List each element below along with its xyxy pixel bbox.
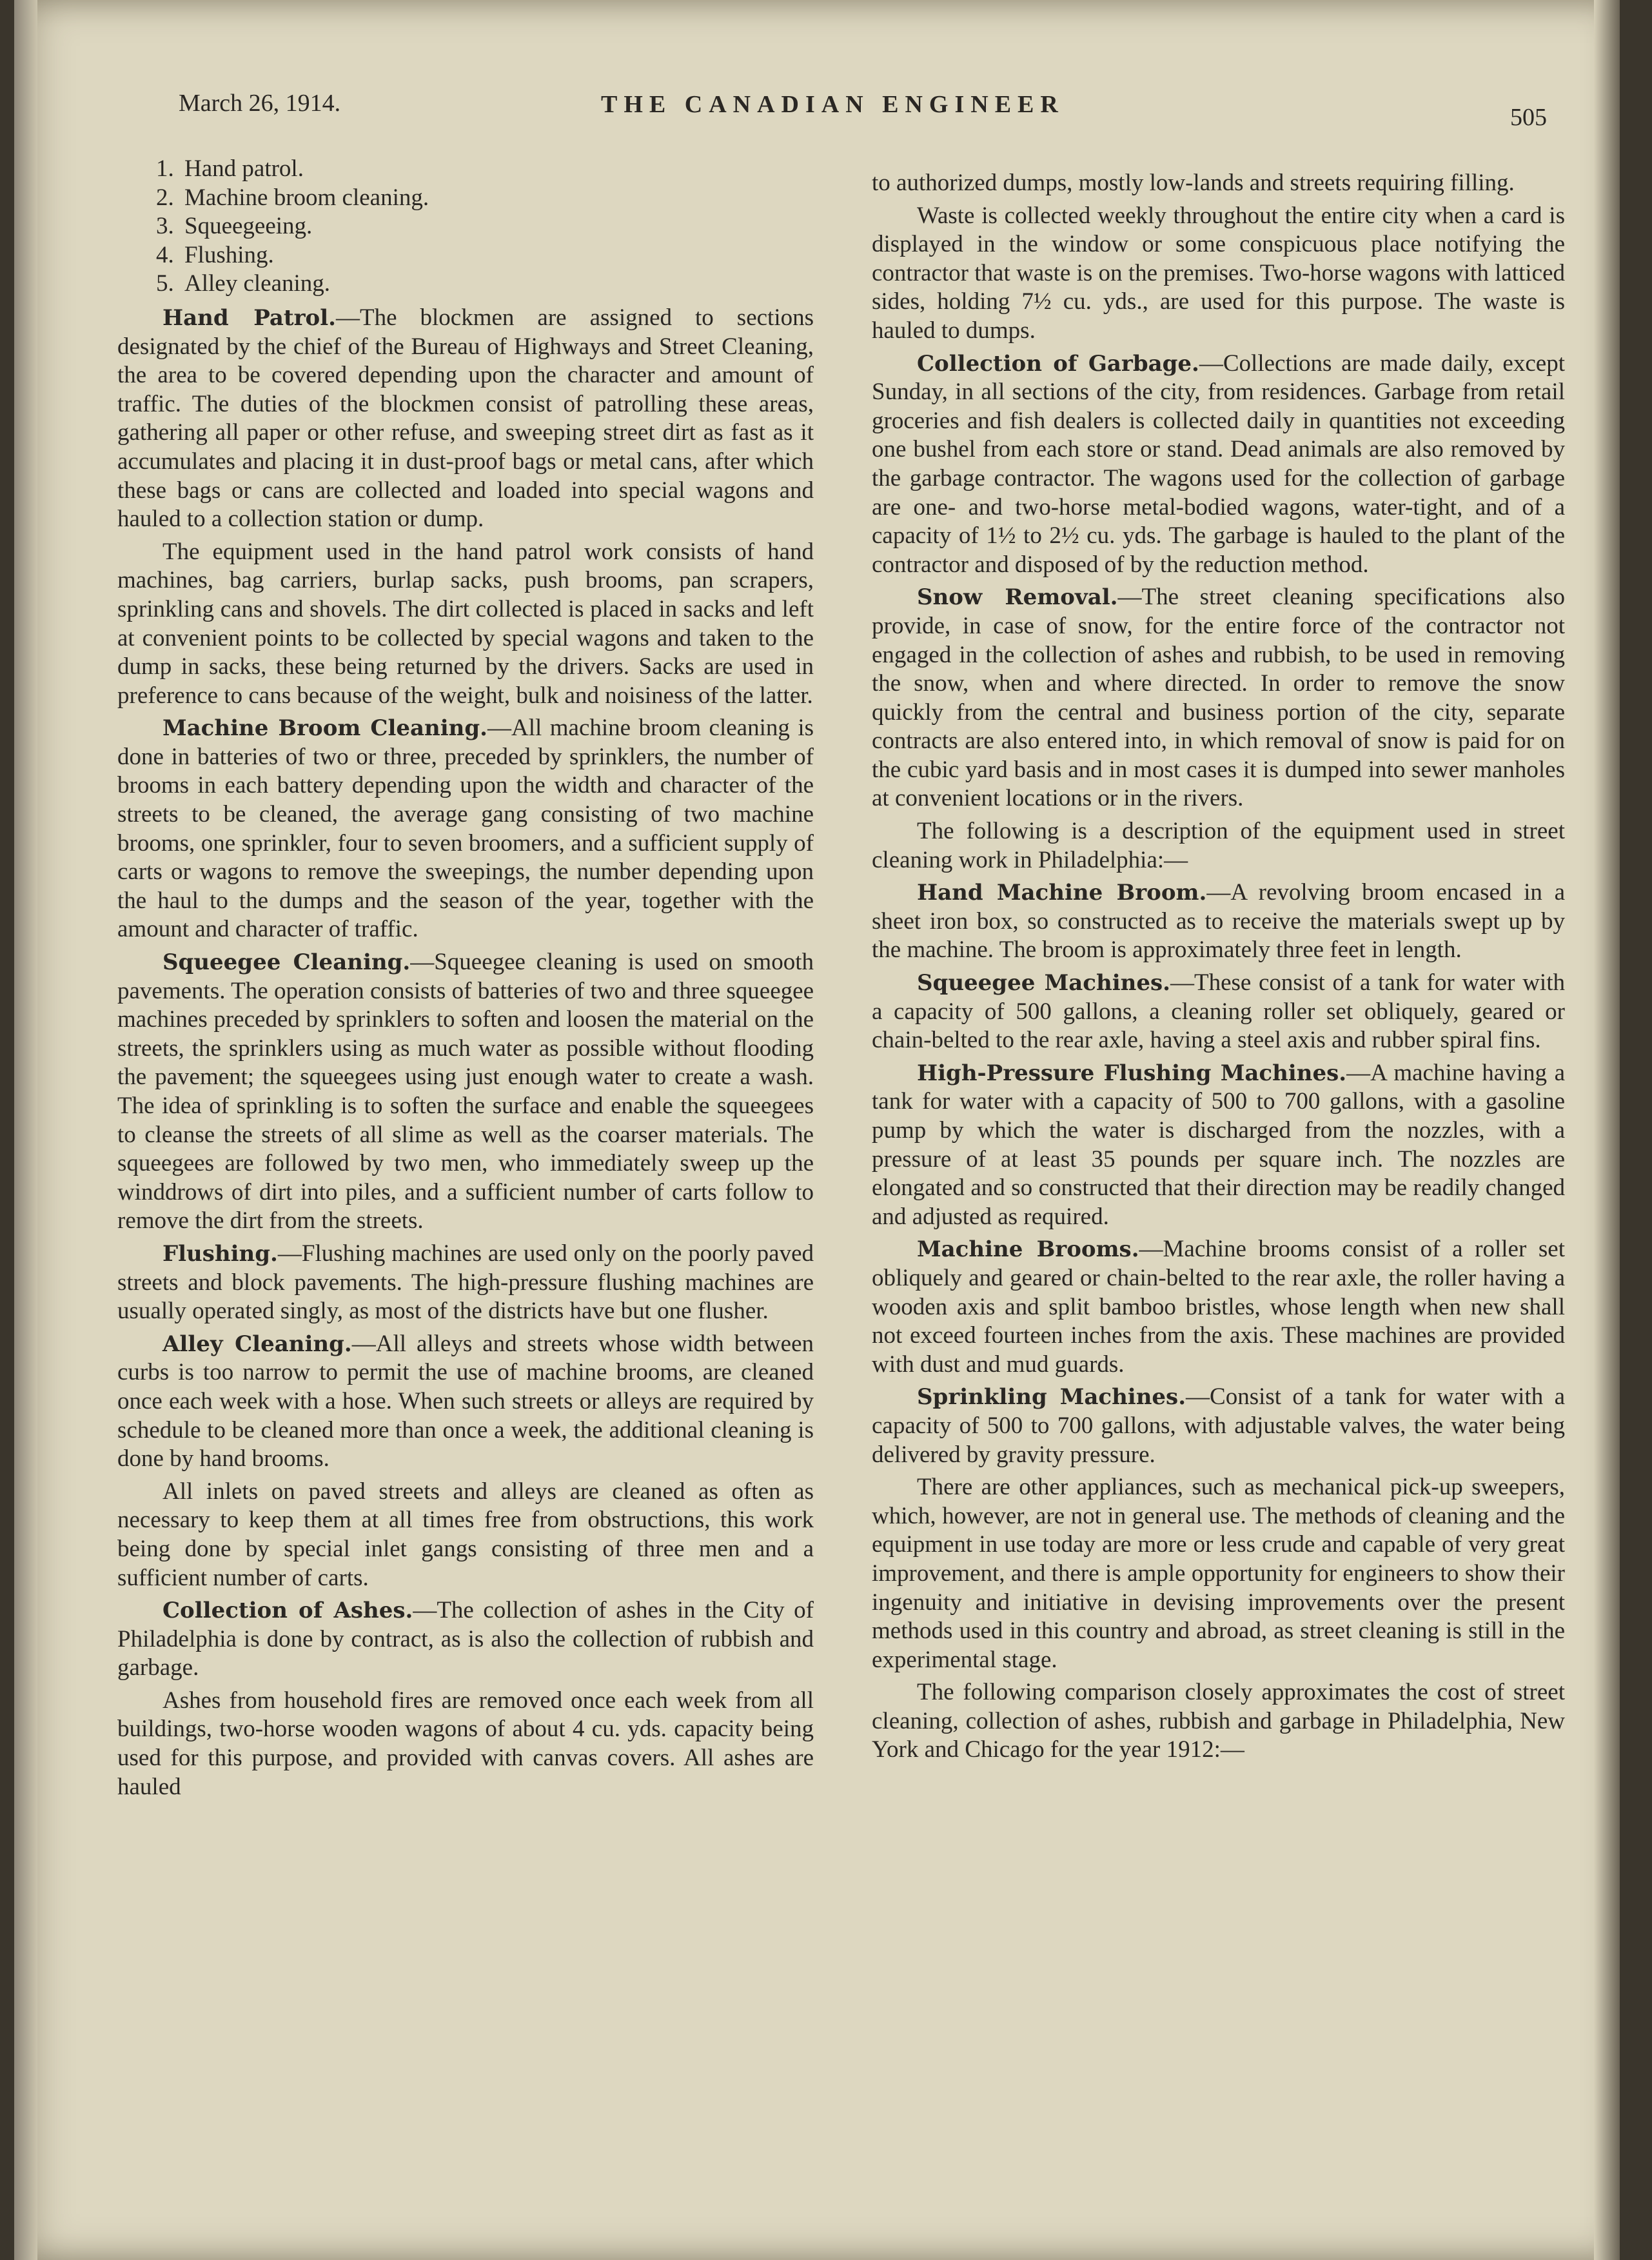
list-item: [156, 270, 814, 299]
left-column: [117, 155, 814, 1805]
journal-title: THE CANADIAN ENGINEER: [601, 91, 1065, 118]
paragraph-text: —Collections are made daily, except Sunday, in all sections of the city, from residences. Garbage from retail groceries and fish dealers is collected daily in quantities not exceeding one bushel from each store or stand. Dead animals are also removed by the garbage contractor. The wagons used for the collection of garbage are one- and two-horse metal-bodied wagons, water-tight, and of a capacity of 1½ to 2½ cu. yds. The garbage is hauled to the plant of the contractor and disposed of by the reduction method.: [872, 350, 1565, 578]
list-item: [156, 155, 814, 184]
section-heading: Hand Patrol.: [162, 304, 336, 331]
section-heading: Hand Machine Broom.: [917, 880, 1207, 906]
methods-list: [117, 155, 814, 299]
section-heading: Snow Removal.: [917, 584, 1118, 611]
list-item: [156, 241, 814, 270]
section-heading: Collection of Garbage.: [917, 350, 1199, 377]
paragraph-text: —These consist of a tank for water with a capacity of 500 gallons, a cleaning roller set obliquely, geared or chain-belted to the rear axle, having a steel axis and rubber spiral fins.: [872, 969, 1565, 1054]
page-edge: [1594, 0, 1620, 2260]
list-number: 5.: [156, 270, 174, 297]
paragraph-sprinkling: [872, 1383, 1565, 1469]
paragraph-text: All inlets on paved streets and alleys are cleaned as often as necessary to keep them at all times free from obstructions, this work being done by special inlet gangs consisting of three men and a sufficient number of carts.: [117, 1478, 814, 1591]
list-text: Machine broom cleaning.: [184, 184, 429, 211]
paragraph-machine-brooms: [872, 1235, 1565, 1379]
list-text: Squeegeeing.: [184, 213, 313, 240]
section-heading: Machine Brooms.: [917, 1236, 1139, 1263]
running-header: [14, 83, 1620, 134]
paragraph-inlets: [117, 1478, 814, 1592]
paragraph-text: —The street cleaning specifications also provide, in case of snow, for the entire force of the contractor not engaged in the collection of ashes and rubbish, to be used in removing the snow, when and where directed. In order to remove the snow quickly from the central and business portion of the city, separate contracts are also entered into, in which removal of snow is paid for on the cubic yard basis and in most cases it is dumped into sewer manholes at convenient locations or in the rivers.: [872, 584, 1565, 812]
paragraph-text: —Consist of a tank for water with a capacity of 500 to 700 gallons, with adjustable valves, the water being delivered by gravity pressure.: [872, 1383, 1565, 1468]
paragraph-squeegee-machines: [872, 969, 1565, 1055]
section-heading: Collection of Ashes.: [162, 1598, 413, 1624]
list-number: 4.: [156, 241, 174, 268]
list-number: 3.: [156, 213, 174, 240]
list-number: 2.: [156, 184, 174, 211]
paragraph-text: The following is a description of the equipment used in street cleaning work in Philadelphia:—: [872, 818, 1565, 873]
paragraph-description-intro: [872, 817, 1565, 875]
list-item: [156, 184, 814, 213]
paragraph-text: The equipment used in the hand patrol work consists of hand machines, bag carriers, burlap sacks, push brooms, pan scrapers, sprinkling cans and shovels. The dirt collected is placed in sacks and left at convenient points to be collected by special wagons and taken to the dump in sacks, these being returned by the drivers. Sacks are used in preference to cans because of the weight, bulk and noisiness of the latter.: [117, 538, 814, 709]
paragraph-text: The following comparison closely approximates the cost of street cleaning, collection of ashes, rubbish and garbage in Philadelphia, New York and Chicago for the year 1912:—: [872, 1679, 1565, 1763]
binding-gutter: [14, 0, 37, 2260]
section-heading: Sprinkling Machines.: [917, 1384, 1186, 1411]
paragraph-text: —Flushing machines are used only on the poorly paved streets and block pavements. The high-pressure flushing machines are usually operated singly, as most of the districts have but one flusher.: [117, 1240, 814, 1325]
section-heading: High-Pressure Flushing Machines.: [917, 1060, 1347, 1086]
list-number: 1.: [156, 155, 174, 182]
paragraph-waste: [872, 202, 1565, 346]
paragraph-text: Ashes from household fires are removed once each week from all buildings, two-horse wooden wagons of about 4 cu. yds. capacity being used for this purpose, and provided with canvas covers. All ashes are hauled: [117, 1687, 814, 1800]
paragraph-text: —All alleys and streets whose width between curbs is too narrow to permit the use of machine brooms, are cleaned once each week with a hose. When such streets or alleys are required by schedule to be cleaned more than once a week, the additional cleaning is done by hand brooms.: [117, 1330, 814, 1472]
paragraph-hand-machine-broom: [872, 878, 1565, 965]
paragraph-garbage: [872, 350, 1565, 580]
paragraph-text: to authorized dumps, mostly low-lands and streets requiring filling.: [872, 170, 1515, 196]
paragraph-text: —A revolving broom encased in a sheet iron box, so constructed as to receive the materials swept up by the machine. The broom is approximately three feet in length.: [872, 879, 1566, 964]
paragraph-equipment: [117, 538, 814, 711]
paragraph-other-appliances: [872, 1473, 1565, 1674]
paragraph-ashes: [117, 1596, 814, 1683]
paragraph-text: —The blockmen are assigned to sections designated by the chief of the Bureau of Highways and Street Cleaning, the area to be covered depending upon the character and amount of traffic. The duties of the blockmen consist of patrolling these areas, gathering all paper or other refuse, and sweeping street dirt as fast as it accumulates and placing it in dust-proof bags or metal cans, after which these bags or cans are collected and loaded into special wagons and hauled to a collection station or dump.: [117, 304, 814, 533]
section-heading: Alley Cleaning.: [162, 1331, 352, 1357]
paragraph-comparison: [872, 1678, 1565, 1765]
paragraph-text: —All machine broom cleaning is done in batteries of two or three, preceded by sprinklers, the number of brooms in each battery depending upon the width and character of the streets to be cleaned, the average gang consisting of two machine brooms, one sprinkler, four to seven broomers, and a sufficient supply of carts or wagons to remove the sweepings, the number depending upon the haul to the dumps and the season of the year, together with the amount and character of traffic.: [117, 715, 814, 943]
paragraph-continued: [872, 169, 1565, 198]
paragraph-flushing-machines: [872, 1059, 1565, 1232]
paragraph-household-ashes: [117, 1687, 814, 1801]
paragraph-text: There are other appliances, such as mechanical pick-up sweepers, which, however, are not in general use. The methods of cleaning and the equipment in use today are more or less crude and capable of very great improvement, and there is ample opportunity for engineers to show their ingenuity and initiative in devising improvements over the present methods used in this country and abroad, as street cleaning is still in the experimental stage.: [872, 1474, 1565, 1673]
paragraph-text: —A machine having a tank for water with a capacity of 500 to 700 gallons, with a gasoline pump by which the water is discharged from the nozzles, with a pressure of at least 35 pounds per square inch. The nozzles are elongated and so constructed that their direction may be readily changed and adjusted as required.: [872, 1059, 1565, 1230]
paragraph-hand-patrol: [117, 304, 814, 534]
page-number: 505: [1510, 104, 1547, 131]
list-item: [156, 212, 814, 241]
list-text: Hand patrol.: [184, 155, 304, 182]
paragraph-machine-broom: [117, 714, 814, 944]
list-text: Flushing.: [184, 241, 274, 268]
document-page: [14, 0, 1620, 2260]
section-heading: Machine Broom Cleaning.: [162, 715, 488, 742]
section-heading: Squeegee Machines.: [917, 970, 1170, 996]
paragraph-flushing: [117, 1240, 814, 1326]
section-heading: Flushing.: [162, 1240, 278, 1267]
paragraph-text: —Machine brooms consist of a roller set obliquely and geared or chain-belted to the rear axle, the roller having a wooden axis and split bamboo bristles, whose length when new shall not exceed fourteen inches from the axis. These machines are provided with dust and mud guards.: [872, 1236, 1565, 1378]
section-heading: Squeegee Cleaning.: [162, 949, 411, 976]
paragraph-text: —The collection of ashes in the City of Philadelphia is done by contract, as is also the collection of rubbish and garbage.: [117, 1597, 814, 1681]
paragraph-text: Waste is collected weekly throughout the entire city when a card is displayed in the window or some conspicuous place notifying the contractor that waste is on the premises. Two-horse wagons with latticed sides, holding 7½ cu. yds., are used for this purpose. The waste is hauled to dumps.: [872, 202, 1565, 344]
list-text: Alley cleaning.: [184, 270, 331, 297]
paragraph-squeegee: [117, 948, 814, 1236]
header-date: March 26, 1914.: [179, 90, 341, 117]
paragraph-alley-cleaning: [117, 1330, 814, 1474]
paragraph-text: —Squeegee cleaning is used on smooth pavements. The operation consists of batteries of two and three squeegee machines preceded by sprinklers to soften and loosen the material on the streets, the sprinklers using as much water as possible without flooding the pavement; the squeegees using just enough water to create a wash. The idea of sprinkling is to soften the surface and enable the squeegees to cleanse the streets of all slime as well as the coarser materials. The squeegees are followed by two men, who immediately sweep up the winddrows of dirt into piles, and a sufficient number of carts follow to remove the dirt from the streets.: [117, 949, 814, 1234]
right-column: [872, 169, 1565, 1769]
paragraph-snow: [872, 583, 1565, 813]
